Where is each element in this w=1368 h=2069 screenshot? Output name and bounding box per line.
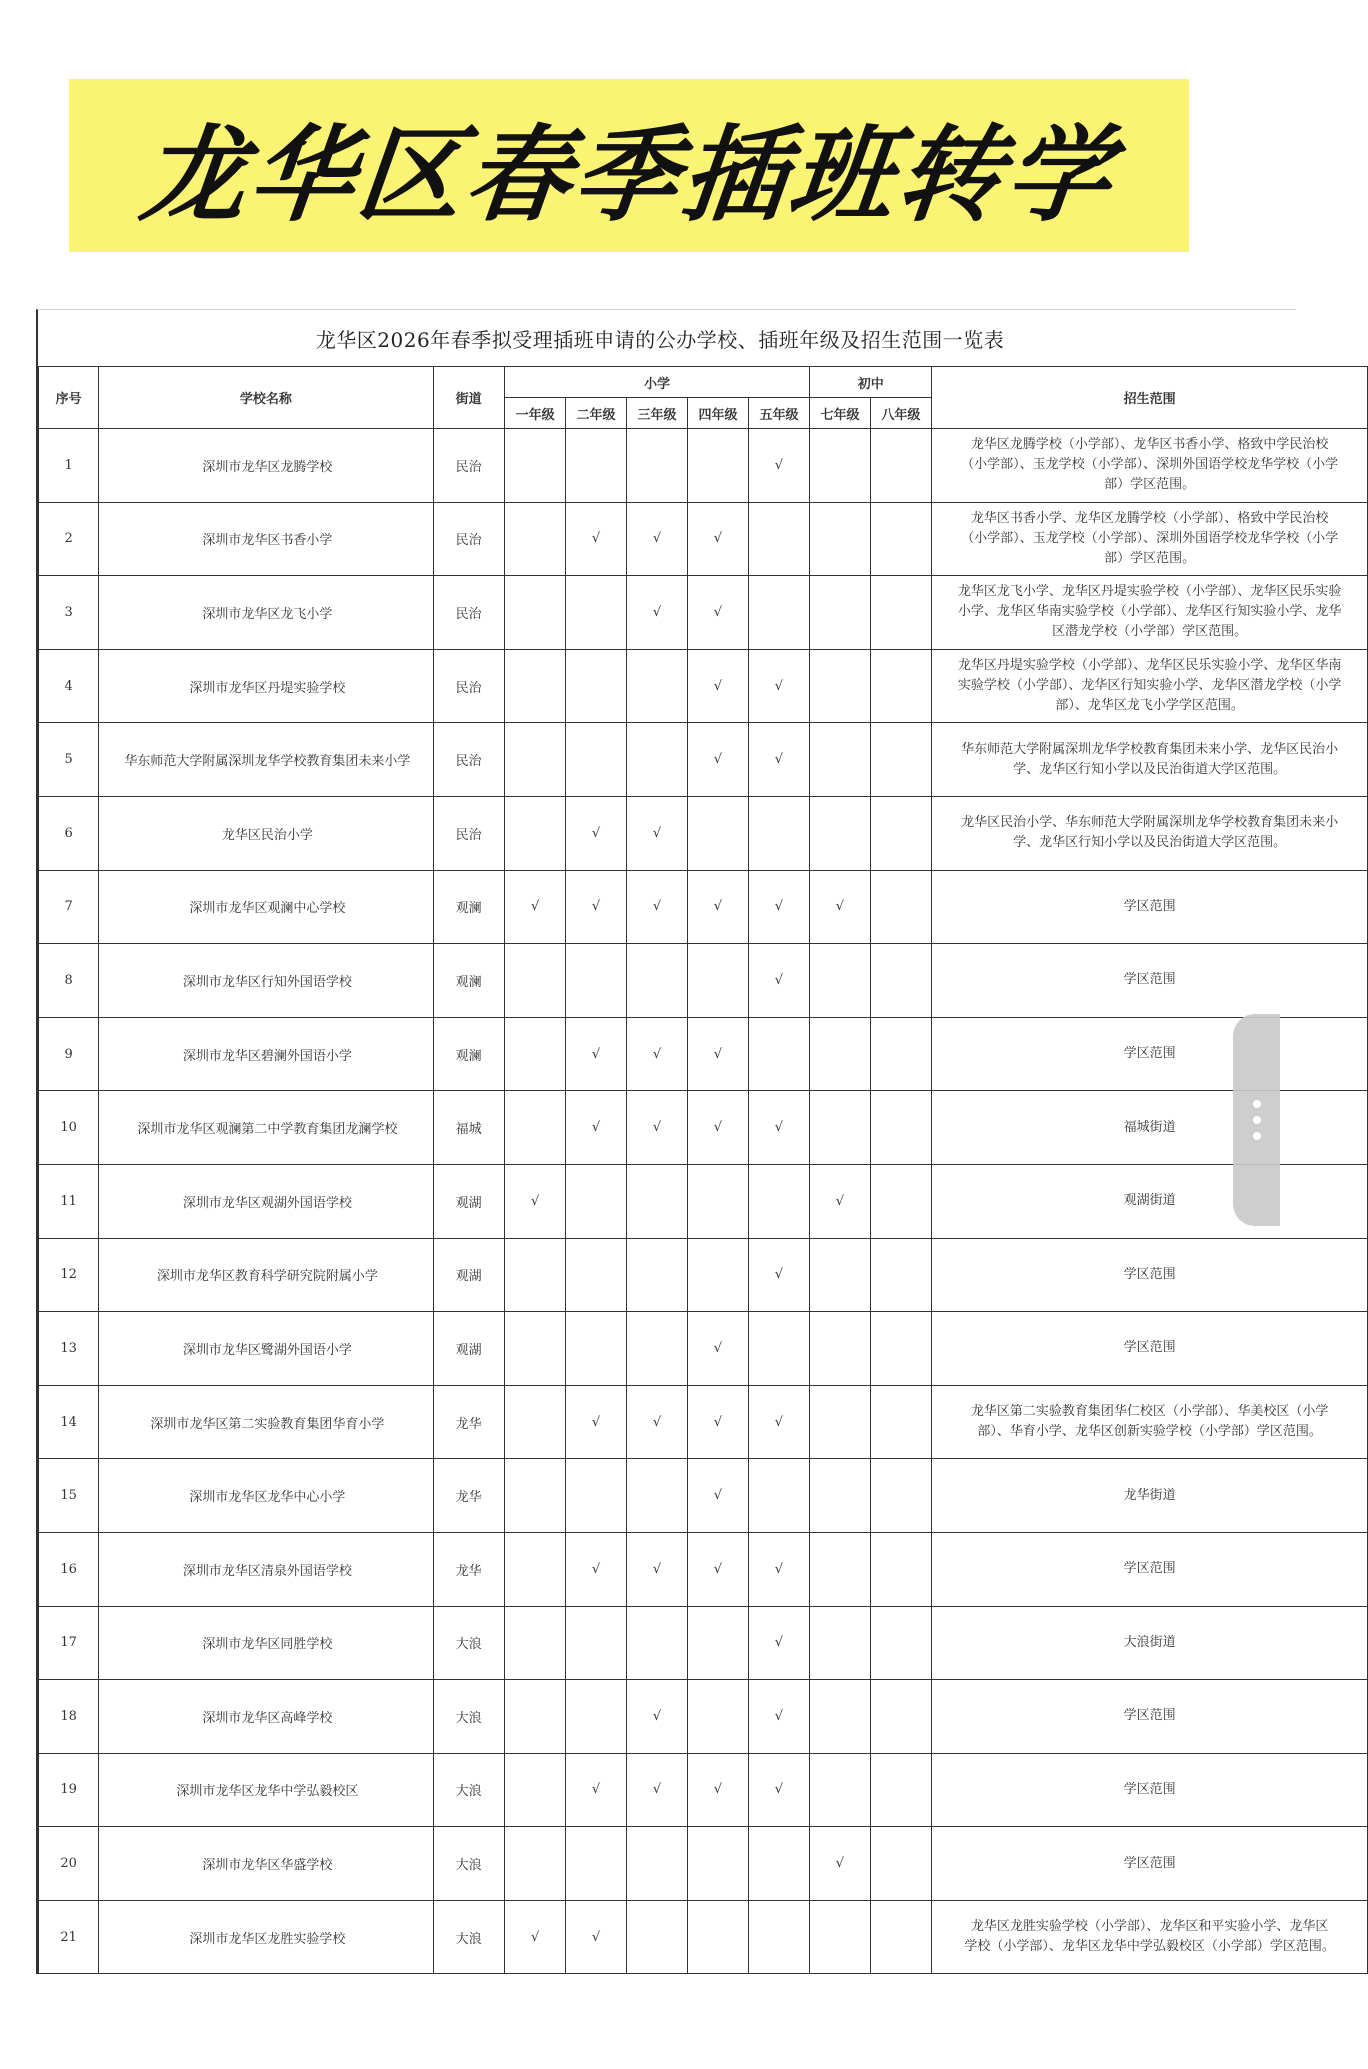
table-row — [39, 429, 1368, 503]
row-street: 民治 — [433, 576, 504, 650]
grade-check-cell — [626, 1238, 688, 1312]
row-seq: 19 — [39, 1753, 99, 1827]
row-school-name: 深圳市龙华区书香小学 — [99, 502, 433, 576]
row-school-name: 深圳市龙华区龙飞小学 — [99, 576, 433, 650]
grade-check-cell — [504, 1385, 566, 1459]
row-street: 观湖 — [433, 1312, 504, 1386]
grade-check-cell — [504, 1091, 566, 1165]
grade-check-cell — [626, 1827, 688, 1901]
table-row — [39, 1164, 1368, 1238]
grade-check-cell: √ — [688, 1459, 748, 1533]
row-street: 民治 — [433, 649, 504, 723]
grade-check-cell — [870, 870, 932, 944]
grade-check-cell: √ — [626, 1753, 688, 1827]
grade-check-cell — [566, 723, 626, 797]
row-school-name: 深圳市龙华区龙华中学弘毅校区 — [99, 1753, 433, 1827]
row-range: 龙华区龙飞小学、龙华区丹堤实验学校（小学部）、龙华区民乐实验 小学、龙华区华南实验学校（小学部）、龙华区行知实验小学、龙华 区潜龙学校（小学部）学区范围。 — [932, 576, 1368, 650]
grade-check-cell: √ — [688, 1385, 748, 1459]
grade-check-cell — [748, 502, 810, 576]
grade-check-cell — [810, 796, 870, 870]
table-row — [39, 1532, 1368, 1606]
row-school-name: 深圳市龙华区清泉外国语学校 — [99, 1532, 433, 1606]
table-title: 龙华区2026年春季拟受理插班申请的公办学校、插班年级及招生范围一览表 — [315, 327, 1005, 352]
grade-check-cell — [810, 1017, 870, 1091]
grade-check-cell — [810, 723, 870, 797]
grade-check-cell — [810, 1091, 870, 1165]
grade-check-cell — [870, 1827, 932, 1901]
grade-check-cell: √ — [810, 1164, 870, 1238]
grade-check-cell — [688, 1680, 748, 1754]
grade-check-cell — [870, 429, 932, 503]
grade-check-cell — [504, 1680, 566, 1754]
table-sheet — [36, 309, 1342, 1974]
row-school-name: 华东师范大学附属深圳龙华学校教育集团未来小学 — [99, 723, 433, 797]
grade-check-cell: √ — [748, 870, 810, 944]
row-school-name: 深圳市龙华区高峰学校 — [99, 1680, 433, 1754]
grade-check-cell: √ — [626, 1091, 688, 1165]
grade-check-cell — [810, 1753, 870, 1827]
grade-check-cell — [566, 1606, 626, 1680]
grade-check-cell — [566, 1238, 626, 1312]
row-range: 学区范围 — [932, 1680, 1368, 1754]
grade-check-cell — [504, 429, 566, 503]
grade-check-cell: √ — [626, 870, 688, 944]
row-seq: 13 — [39, 1312, 99, 1386]
grade-check-cell: √ — [504, 1164, 566, 1238]
table-row — [39, 1017, 1368, 1091]
grade-check-cell: √ — [748, 723, 810, 797]
grade-check-cell — [870, 1459, 932, 1533]
grade-check-cell — [870, 576, 932, 650]
grade-check-cell — [566, 944, 626, 1018]
row-street: 大浪 — [433, 1680, 504, 1754]
table-row — [39, 723, 1368, 797]
grade-check-cell — [504, 1238, 566, 1312]
row-range: 学区范围 — [932, 1532, 1368, 1606]
grade-check-cell — [566, 1164, 626, 1238]
header-grade: 三年级 — [626, 398, 688, 429]
grade-check-cell: √ — [688, 576, 748, 650]
grade-check-cell — [688, 1827, 748, 1901]
row-range: 学区范围 — [932, 1827, 1368, 1901]
row-range: 龙华区龙腾学校（小学部）、龙华区书香小学、格致中学民治校 （小学部）、玉龙学校（小学部）、深圳外国语学校龙华学校（小学 部）学区范围。 — [932, 429, 1368, 503]
grade-check-cell — [504, 1459, 566, 1533]
grade-check-cell — [626, 944, 688, 1018]
table-row — [39, 1459, 1368, 1533]
row-range: 大浪街道 — [932, 1606, 1368, 1680]
row-range: 学区范围 — [932, 944, 1368, 1018]
grade-check-cell — [810, 649, 870, 723]
grade-check-cell — [748, 1459, 810, 1533]
grade-check-cell — [566, 1459, 626, 1533]
grade-check-cell — [810, 1900, 870, 1974]
grade-check-cell — [810, 429, 870, 503]
grade-check-cell — [748, 796, 810, 870]
grade-check-cell — [810, 1459, 870, 1533]
grade-check-cell: √ — [566, 1532, 626, 1606]
header-grade: 四年级 — [688, 398, 748, 429]
table-row — [39, 1680, 1368, 1754]
row-seq: 15 — [39, 1459, 99, 1533]
row-range: 学区范围 — [932, 1312, 1368, 1386]
grade-check-cell — [870, 944, 932, 1018]
grade-check-cell: √ — [626, 576, 688, 650]
header-street: 街道 — [433, 367, 504, 429]
row-school-name: 深圳市龙华区同胜学校 — [99, 1606, 433, 1680]
grade-check-cell — [688, 1238, 748, 1312]
row-range: 龙华区书香小学、龙华区龙腾学校（小学部）、格致中学民治校 （小学部）、玉龙学校（小学部）、深圳外国语学校龙华学校（小学 部）学区范围。 — [932, 502, 1368, 576]
table-row — [39, 1900, 1368, 1974]
grade-check-cell — [870, 1091, 932, 1165]
grade-check-cell: √ — [688, 1091, 748, 1165]
row-street: 民治 — [433, 796, 504, 870]
grade-check-cell: √ — [748, 1680, 810, 1754]
handle-dot-icon — [1253, 1100, 1261, 1108]
row-seq: 17 — [39, 1606, 99, 1680]
table-row — [39, 1827, 1368, 1901]
grade-check-cell: √ — [688, 1312, 748, 1386]
grade-check-cell — [870, 502, 932, 576]
row-street: 龙华 — [433, 1532, 504, 1606]
row-street: 大浪 — [433, 1827, 504, 1901]
grade-check-cell: √ — [688, 723, 748, 797]
grade-check-cell — [504, 1753, 566, 1827]
grade-check-cell — [626, 649, 688, 723]
header-grade: 八年级 — [870, 398, 932, 429]
row-school-name: 深圳市龙华区龙胜实验学校 — [99, 1900, 433, 1974]
grade-check-cell — [504, 1827, 566, 1901]
grade-check-cell — [810, 1532, 870, 1606]
header-seq: 序号 — [39, 367, 99, 429]
row-seq: 5 — [39, 723, 99, 797]
grade-check-cell — [688, 1606, 748, 1680]
row-range: 龙华区丹堤实验学校（小学部）、龙华区民乐实验小学、龙华区华南 实验学校（小学部）、龙华区行知实验小学、龙华区潜龙学校（小学 部）、龙华区龙飞小学学区范围。 — [932, 649, 1368, 723]
row-range: 学区范围 — [932, 1238, 1368, 1312]
row-seq: 9 — [39, 1017, 99, 1091]
row-range: 华东师范大学附属深圳龙华学校教育集团未来小学、龙华区民治小 学、龙华区行知小学以及民治街道大学区范围。 — [932, 723, 1368, 797]
row-range: 学区范围 — [932, 1753, 1368, 1827]
row-range: 学区范围 — [932, 870, 1368, 944]
grade-check-cell — [688, 944, 748, 1018]
header-school: 学校名称 — [99, 367, 433, 429]
grade-check-cell — [870, 796, 932, 870]
grade-check-cell — [504, 1532, 566, 1606]
row-school-name: 深圳市龙华区第二实验教育集团华育小学 — [99, 1385, 433, 1459]
grade-check-cell: √ — [688, 1017, 748, 1091]
grade-check-cell: √ — [748, 1532, 810, 1606]
grade-check-cell — [504, 723, 566, 797]
grade-check-cell — [870, 1385, 932, 1459]
grade-check-cell — [626, 1606, 688, 1680]
header-grade: 一年级 — [504, 398, 566, 429]
table-row — [39, 1753, 1368, 1827]
row-range: 龙华区民治小学、华东师范大学附属深圳龙华学校教育集团未来小 学、龙华区行知小学以及民治街道大学区范围。 — [932, 796, 1368, 870]
grade-check-cell — [810, 1312, 870, 1386]
table-row — [39, 649, 1368, 723]
grade-check-cell — [566, 1827, 626, 1901]
row-school-name: 深圳市龙华区华盛学校 — [99, 1827, 433, 1901]
row-range: 龙华区第二实验教育集团华仁校区（小学部）、华美校区（小学 部）、华育小学、龙华区创新实验学校（小学部）学区范围。 — [932, 1385, 1368, 1459]
row-street: 民治 — [433, 723, 504, 797]
row-seq: 4 — [39, 649, 99, 723]
table-row — [39, 870, 1368, 944]
row-range: 龙华街道 — [932, 1459, 1368, 1533]
grade-check-cell — [810, 576, 870, 650]
grade-check-cell: √ — [566, 796, 626, 870]
grade-check-cell: √ — [566, 502, 626, 576]
grade-check-cell: √ — [626, 1680, 688, 1754]
grade-check-cell — [810, 944, 870, 1018]
grade-check-cell — [688, 1900, 748, 1974]
grade-check-cell — [870, 1238, 932, 1312]
grade-check-cell — [504, 1312, 566, 1386]
grade-check-cell — [626, 429, 688, 503]
grade-check-cell: √ — [626, 1532, 688, 1606]
grade-check-cell — [748, 1164, 810, 1238]
grade-check-cell — [626, 1164, 688, 1238]
row-school-name: 龙华区民治小学 — [99, 796, 433, 870]
grade-check-cell — [504, 1606, 566, 1680]
grade-check-cell: √ — [748, 1091, 810, 1165]
grade-check-cell — [748, 1017, 810, 1091]
row-street: 龙华 — [433, 1385, 504, 1459]
row-street: 民治 — [433, 502, 504, 576]
grade-check-cell — [748, 1900, 810, 1974]
table-row — [39, 502, 1368, 576]
row-school-name: 深圳市龙华区观湖外国语学校 — [99, 1164, 433, 1238]
row-street: 观湖 — [433, 1238, 504, 1312]
grade-check-cell — [748, 1312, 810, 1386]
grade-check-cell: √ — [748, 649, 810, 723]
grade-check-cell — [810, 1385, 870, 1459]
row-range: 福城街道 — [932, 1091, 1368, 1165]
grade-check-cell — [504, 649, 566, 723]
grade-check-cell: √ — [504, 1900, 566, 1974]
header-grade: 七年级 — [810, 398, 870, 429]
row-seq: 11 — [39, 1164, 99, 1238]
header-middle: 初中 — [810, 367, 932, 398]
table-row — [39, 1385, 1368, 1459]
row-range: 龙华区龙胜实验学校（小学部）、龙华区和平实验小学、龙华区 学校（小学部）、龙华区龙华中学弘毅校区（小学部）学区范围。 — [932, 1900, 1368, 1974]
row-seq: 20 — [39, 1827, 99, 1901]
table-row — [39, 1606, 1368, 1680]
grade-check-cell — [870, 649, 932, 723]
header-grade: 二年级 — [566, 398, 626, 429]
grade-check-cell — [870, 1606, 932, 1680]
grade-check-cell: √ — [566, 1017, 626, 1091]
row-street: 观澜 — [433, 870, 504, 944]
grade-check-cell — [566, 429, 626, 503]
grade-check-cell: √ — [748, 1606, 810, 1680]
grade-check-cell — [566, 576, 626, 650]
row-school-name: 深圳市龙华区龙腾学校 — [99, 429, 433, 503]
row-range: 观湖街道 — [932, 1164, 1368, 1238]
row-street: 观澜 — [433, 944, 504, 1018]
row-street: 民治 — [433, 429, 504, 503]
grade-check-cell: √ — [566, 1900, 626, 1974]
row-seq: 12 — [39, 1238, 99, 1312]
header-range: 招生范围 — [932, 367, 1368, 429]
handle-dot-icon — [1253, 1132, 1261, 1140]
grade-check-cell — [870, 723, 932, 797]
grade-check-cell — [626, 1900, 688, 1974]
grade-check-cell: √ — [626, 1385, 688, 1459]
grade-check-cell: √ — [748, 1753, 810, 1827]
grade-check-cell — [870, 1164, 932, 1238]
grade-check-cell: √ — [748, 1385, 810, 1459]
grade-check-cell — [810, 1606, 870, 1680]
row-seq: 16 — [39, 1532, 99, 1606]
row-seq: 21 — [39, 1900, 99, 1974]
row-street: 大浪 — [433, 1606, 504, 1680]
grade-check-cell — [870, 1753, 932, 1827]
grade-check-cell: √ — [626, 1017, 688, 1091]
row-street: 大浪 — [433, 1900, 504, 1974]
grade-check-cell — [688, 1164, 748, 1238]
grade-check-cell: √ — [626, 502, 688, 576]
grade-check-cell — [688, 429, 748, 503]
row-street: 大浪 — [433, 1753, 504, 1827]
grade-check-cell: √ — [566, 870, 626, 944]
school-table — [38, 366, 1368, 1974]
grade-check-cell — [688, 796, 748, 870]
row-seq: 8 — [39, 944, 99, 1018]
row-school-name: 深圳市龙华区观澜中心学校 — [99, 870, 433, 944]
grade-check-cell — [748, 1827, 810, 1901]
grade-check-cell: √ — [566, 1091, 626, 1165]
grade-check-cell — [504, 576, 566, 650]
row-school-name: 深圳市龙华区碧澜外国语小学 — [99, 1017, 433, 1091]
grade-check-cell — [626, 1312, 688, 1386]
grade-check-cell: √ — [688, 1753, 748, 1827]
row-seq: 2 — [39, 502, 99, 576]
row-seq: 3 — [39, 576, 99, 650]
grade-check-cell: √ — [688, 502, 748, 576]
row-seq: 7 — [39, 870, 99, 944]
title-banner — [69, 79, 1189, 252]
grade-check-cell: √ — [688, 1532, 748, 1606]
grade-check-cell — [626, 1459, 688, 1533]
row-school-name: 深圳市龙华区丹堤实验学校 — [99, 649, 433, 723]
grade-check-cell — [626, 723, 688, 797]
table-row — [39, 944, 1368, 1018]
row-range: 学区范围 — [932, 1017, 1368, 1091]
grade-check-cell: √ — [566, 1753, 626, 1827]
row-seq: 1 — [39, 429, 99, 503]
grade-check-cell: √ — [626, 796, 688, 870]
grade-check-cell — [566, 1680, 626, 1754]
row-school-name: 深圳市龙华区行知外国语学校 — [99, 944, 433, 1018]
grade-check-cell — [504, 796, 566, 870]
row-street: 观湖 — [433, 1164, 504, 1238]
row-street: 观澜 — [433, 1017, 504, 1091]
row-seq: 10 — [39, 1091, 99, 1165]
grade-check-cell — [504, 502, 566, 576]
banner-title: 龙华区春季插班转学 — [135, 113, 1121, 236]
table-row — [39, 576, 1368, 650]
row-school-name: 深圳市龙华区教育科学研究院附属小学 — [99, 1238, 433, 1312]
header-grade: 五年级 — [748, 398, 810, 429]
grade-check-cell — [810, 502, 870, 576]
grade-check-cell: √ — [748, 429, 810, 503]
row-school-name: 深圳市龙华区观澜第二中学教育集团龙澜学校 — [99, 1091, 433, 1165]
grade-check-cell — [566, 1312, 626, 1386]
row-street: 龙华 — [433, 1459, 504, 1533]
grade-check-cell — [810, 1680, 870, 1754]
grade-check-cell: √ — [748, 944, 810, 1018]
header-primary: 小学 — [504, 367, 810, 398]
grade-check-cell — [870, 1532, 932, 1606]
grade-check-cell: √ — [810, 870, 870, 944]
handle-dot-icon — [1253, 1116, 1261, 1124]
row-seq: 18 — [39, 1680, 99, 1754]
grade-check-cell: √ — [810, 1827, 870, 1901]
table-row — [39, 1091, 1368, 1165]
grade-check-cell: √ — [688, 649, 748, 723]
table-row — [39, 796, 1368, 870]
side-scroll-handle[interactable] — [1233, 1014, 1280, 1226]
grade-check-cell — [504, 1017, 566, 1091]
grade-check-cell — [810, 1238, 870, 1312]
grade-check-cell — [870, 1680, 932, 1754]
grade-check-cell — [870, 1017, 932, 1091]
table-row — [39, 1238, 1368, 1312]
grade-check-cell — [748, 576, 810, 650]
row-seq: 14 — [39, 1385, 99, 1459]
grade-check-cell — [566, 649, 626, 723]
row-school-name: 深圳市龙华区龙华中心小学 — [99, 1459, 433, 1533]
row-seq: 6 — [39, 796, 99, 870]
grade-check-cell — [504, 944, 566, 1018]
grade-check-cell: √ — [504, 870, 566, 944]
grade-check-cell: √ — [748, 1238, 810, 1312]
grade-check-cell: √ — [566, 1385, 626, 1459]
grade-check-cell: √ — [688, 870, 748, 944]
grade-check-cell — [870, 1312, 932, 1386]
grade-check-cell — [870, 1900, 932, 1974]
row-school-name: 深圳市龙华区鹭湖外国语小学 — [99, 1312, 433, 1386]
table-row — [39, 1312, 1368, 1386]
row-street: 福城 — [433, 1091, 504, 1165]
